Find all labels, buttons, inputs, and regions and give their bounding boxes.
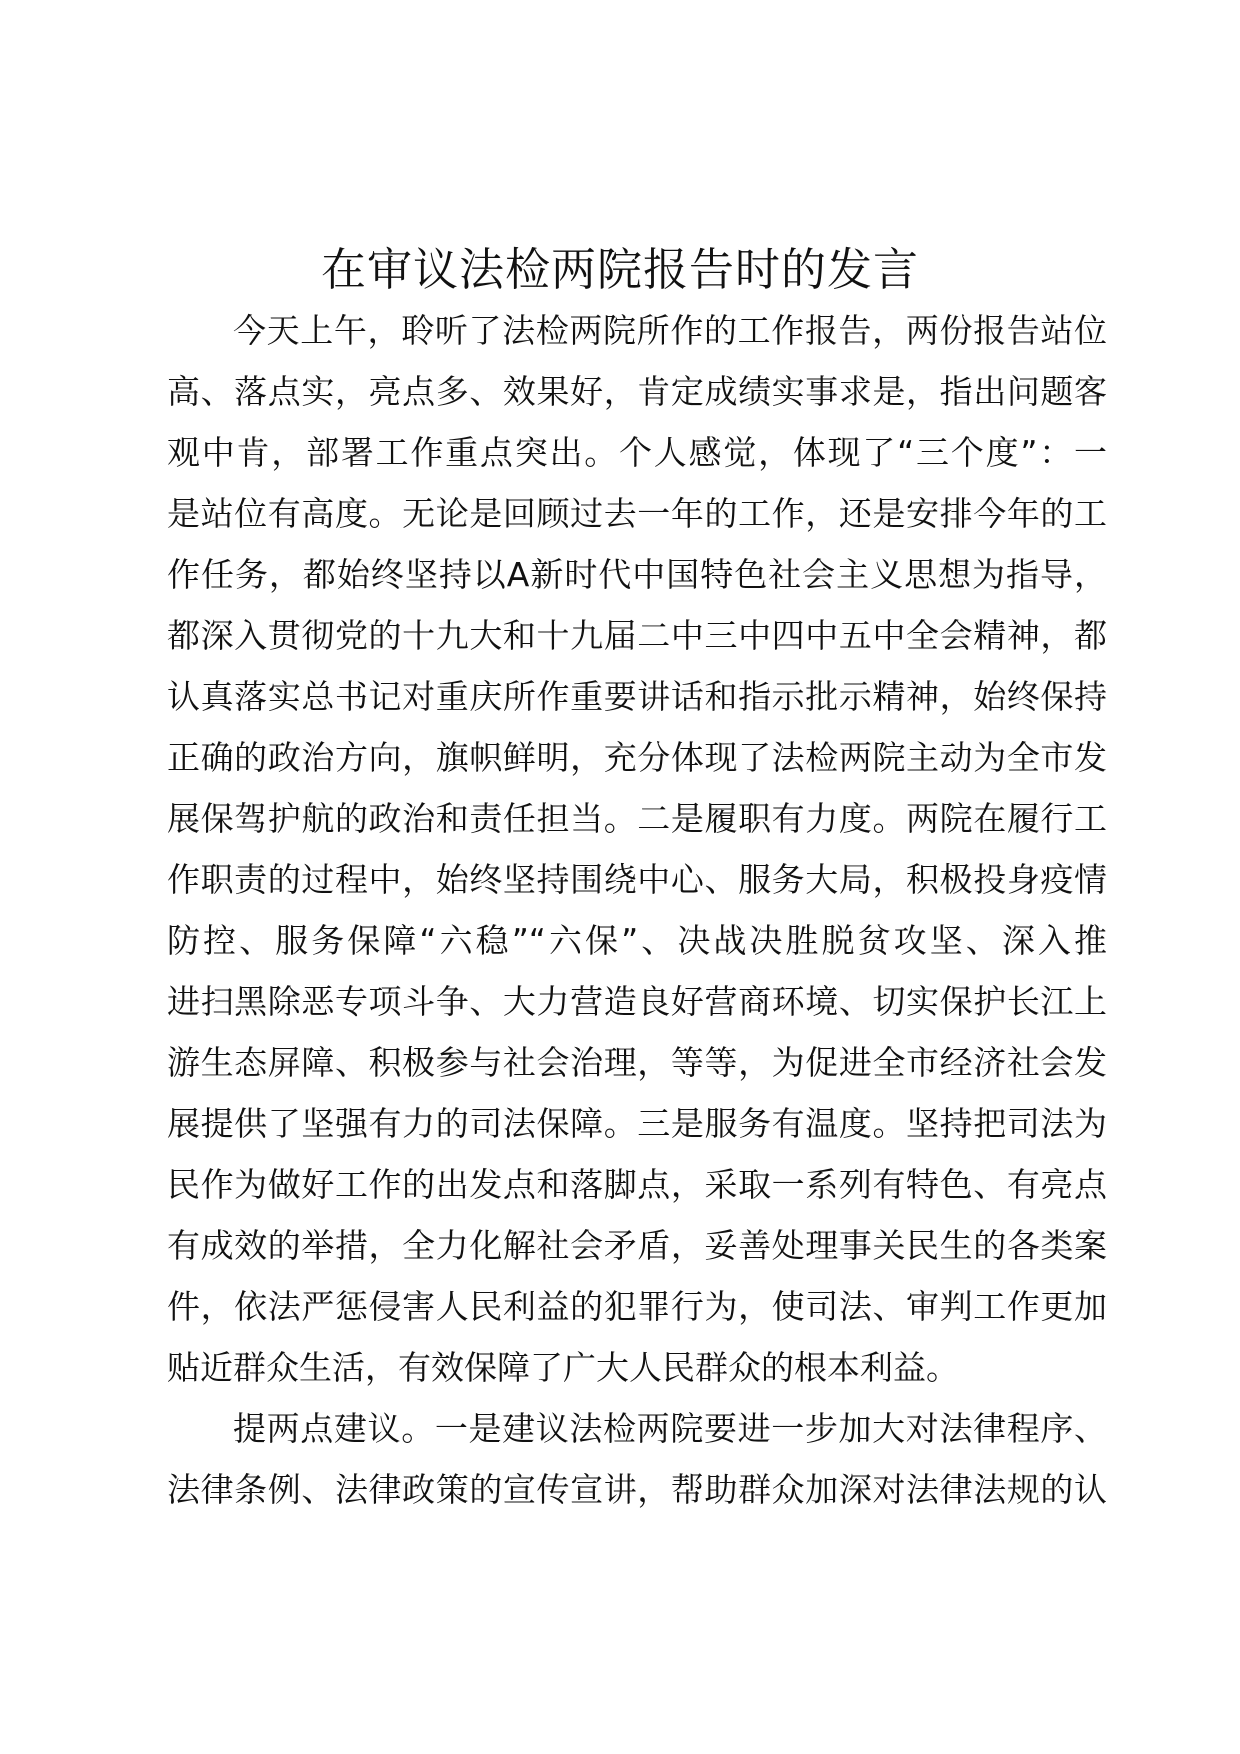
text-line: 贴近群众生活，有效保障了广大人民群众的根本利益。 bbox=[167, 1348, 959, 1387]
text-line: 进扫黑除恶专项斗争、大力营造良好营商环境、切实保护长江上 bbox=[167, 982, 1107, 1021]
text-line: 展保驾护航的政治和责任担当。二是履职有力度。两院在履行工 bbox=[167, 799, 1107, 838]
text-line: 防控、服务保障“六稳”“六保”、决战决胜脱贫攻坚、深入推 bbox=[167, 921, 1107, 960]
paragraph-2 bbox=[167, 1398, 1107, 1520]
text-line: 件，依法严惩侵害人民利益的犯罪行为，使司法、审判工作更加 bbox=[167, 1287, 1107, 1326]
paragraph-1 bbox=[167, 300, 1107, 1398]
text-line: 作任务，都始终坚持以A新时代中国特色社会主义思想为指导， bbox=[167, 555, 1107, 594]
text-line: 高、落点实，亮点多、效果好，肯定成绩实事求是，指出问题客 bbox=[167, 372, 1107, 411]
text-line: 作职责的过程中，始终坚持围绕中心、服务大局，积极投身疫情 bbox=[167, 860, 1107, 899]
text-line: 正确的政治方向，旗帜鲜明，充分体现了法检两院主动为全市发 bbox=[167, 738, 1107, 777]
text-line: 提两点建议。一是建议法检两院要进一步加大对法律程序、 bbox=[233, 1409, 1107, 1448]
text-line: 是站位有高度。无论是回顾过去一年的工作，还是安排今年的工 bbox=[167, 494, 1107, 533]
text-line: 游生态屏障、积极参与社会治理，等等，为促进全市经济社会发 bbox=[167, 1043, 1107, 1082]
document-body bbox=[167, 300, 1107, 1520]
text-line: 有成效的举措，全力化解社会矛盾，妥善处理事关民生的各类案 bbox=[167, 1226, 1107, 1265]
text-line: 展提供了坚强有力的司法保障。三是服务有温度。坚持把司法为 bbox=[167, 1104, 1107, 1143]
document-title: 在审议法检两院报告时的发言 bbox=[320, 243, 919, 296]
text-line: 观中肯，部署工作重点突出。个人感觉，体现了“三个度”：一 bbox=[167, 433, 1107, 472]
text-line: 今天上午，聆听了法检两院所作的工作报告，两份报告站位 bbox=[233, 311, 1107, 350]
text-line: 法律条例、法律政策的宣传宣讲，帮助群众加深对法律法规的认 bbox=[167, 1470, 1107, 1509]
text-line: 都深入贯彻党的十九大和十九届二中三中四中五中全会精神，都 bbox=[167, 616, 1107, 655]
text-line: 民作为做好工作的出发点和落脚点，采取一系列有特色、有亮点 bbox=[167, 1165, 1107, 1204]
text-line: 认真落实总书记对重庆所作重要讲话和指示批示精神，始终保持 bbox=[167, 677, 1107, 716]
